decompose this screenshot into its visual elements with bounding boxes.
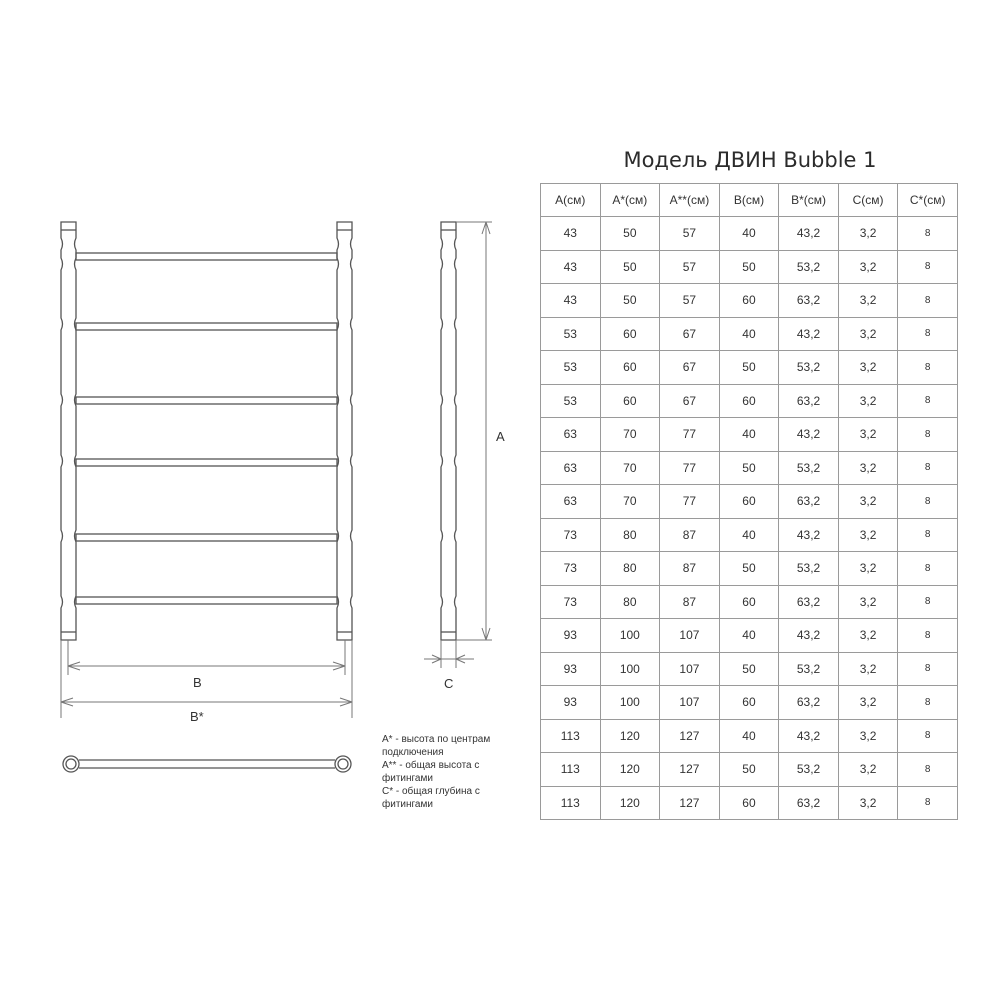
cell-a-star: 70	[600, 418, 660, 452]
cell-c: 3,2	[838, 451, 898, 485]
note-a-star: A* - высота по центрам подключения	[382, 734, 491, 758]
label-c: C	[444, 676, 454, 691]
cell-b: 60	[719, 786, 779, 820]
cell-c: 3,2	[838, 585, 898, 619]
cell-a-star: 50	[600, 284, 660, 318]
cell-c: 3,2	[838, 284, 898, 318]
cell-c-star: 8	[898, 719, 958, 753]
table-header-row	[541, 184, 958, 217]
cell-b-star: 53,2	[779, 753, 839, 787]
cell-c-star: 8	[898, 485, 958, 519]
col-header-b: B(см)	[719, 184, 779, 217]
cell-c: 3,2	[838, 686, 898, 720]
cell-a-star: 100	[600, 619, 660, 653]
cell-a: 53	[541, 384, 601, 418]
cell-c-star: 8	[898, 652, 958, 686]
cell-a-double-star: 67	[660, 351, 720, 385]
cell-b: 40	[719, 619, 779, 653]
cell-b-star: 43,2	[779, 619, 839, 653]
cell-a-star: 100	[600, 652, 660, 686]
cell-a-star: 60	[600, 384, 660, 418]
cell-a-star: 80	[600, 585, 660, 619]
cell-a: 43	[541, 217, 601, 251]
cell-b-star: 63,2	[779, 786, 839, 820]
top-view	[63, 756, 351, 772]
table-row	[541, 384, 958, 418]
cell-c: 3,2	[838, 719, 898, 753]
cell-a: 113	[541, 786, 601, 820]
cell-b-star: 63,2	[779, 485, 839, 519]
cell-a: 93	[541, 652, 601, 686]
cell-a: 63	[541, 451, 601, 485]
cell-b: 40	[719, 217, 779, 251]
cell-c: 3,2	[838, 652, 898, 686]
cell-c-star: 8	[898, 217, 958, 251]
table-row	[541, 552, 958, 586]
note-a-double-star: A** - общая высота с фитингами	[382, 760, 480, 784]
cell-b-star: 53,2	[779, 351, 839, 385]
cell-b-star: 53,2	[779, 552, 839, 586]
cell-c: 3,2	[838, 418, 898, 452]
rungs	[76, 253, 337, 604]
cell-a: 93	[541, 619, 601, 653]
left-post	[61, 222, 76, 640]
cell-a-double-star: 127	[660, 753, 720, 787]
right-post	[337, 222, 352, 640]
cell-b-star: 63,2	[779, 284, 839, 318]
cell-a-star: 50	[600, 217, 660, 251]
cell-a-double-star: 87	[660, 518, 720, 552]
cell-b: 50	[719, 652, 779, 686]
cell-a-double-star: 127	[660, 786, 720, 820]
cell-a-double-star: 57	[660, 284, 720, 318]
cell-a: 73	[541, 518, 601, 552]
label-b: B	[193, 675, 202, 690]
cell-c-star: 8	[898, 552, 958, 586]
table-row	[541, 418, 958, 452]
col-header-c-star: C*(см)	[898, 184, 958, 217]
cell-c: 3,2	[838, 317, 898, 351]
cell-c-star: 8	[898, 585, 958, 619]
dimension-b	[68, 640, 345, 675]
cell-c-star: 8	[898, 317, 958, 351]
table-row	[541, 317, 958, 351]
cell-b: 40	[719, 518, 779, 552]
cell-a-double-star: 107	[660, 652, 720, 686]
cell-c: 3,2	[838, 351, 898, 385]
dimension-c	[424, 640, 474, 668]
cell-a-double-star: 87	[660, 552, 720, 586]
cell-c: 3,2	[838, 786, 898, 820]
col-header-a-double-star: A**(см)	[660, 184, 720, 217]
label-a: A	[496, 429, 505, 444]
table-row	[541, 451, 958, 485]
cell-b: 50	[719, 552, 779, 586]
table-row	[541, 619, 958, 653]
table-row	[541, 250, 958, 284]
cell-a: 93	[541, 686, 601, 720]
table-body	[541, 217, 958, 820]
table-row	[541, 753, 958, 787]
cell-b-star: 53,2	[779, 451, 839, 485]
dimension-a	[456, 222, 492, 640]
table-row	[541, 217, 958, 251]
table-row	[541, 786, 958, 820]
cell-c-star: 8	[898, 753, 958, 787]
cell-b-star: 63,2	[779, 585, 839, 619]
cell-c-star: 8	[898, 384, 958, 418]
cell-c-star: 8	[898, 418, 958, 452]
table-row	[541, 652, 958, 686]
cell-b: 50	[719, 250, 779, 284]
cell-a: 73	[541, 585, 601, 619]
cell-a-star: 60	[600, 351, 660, 385]
cell-c: 3,2	[838, 518, 898, 552]
cell-b-star: 43,2	[779, 317, 839, 351]
table-row	[541, 585, 958, 619]
page-title: Модель ДВИН Bubble 1	[623, 148, 877, 172]
cell-a-double-star: 87	[660, 585, 720, 619]
cell-c: 3,2	[838, 552, 898, 586]
cell-a: 63	[541, 418, 601, 452]
cell-c-star: 8	[898, 786, 958, 820]
cell-b: 40	[719, 418, 779, 452]
col-header-a: A(см)	[541, 184, 601, 217]
cell-b-star: 43,2	[779, 719, 839, 753]
cell-a-double-star: 107	[660, 619, 720, 653]
cell-a-star: 120	[600, 719, 660, 753]
table-row	[541, 518, 958, 552]
cell-b: 40	[719, 719, 779, 753]
cell-b: 60	[719, 585, 779, 619]
spec-table	[540, 183, 958, 820]
cell-a-star: 80	[600, 518, 660, 552]
side-view	[441, 222, 456, 640]
cell-b-star: 53,2	[779, 652, 839, 686]
cell-a: 113	[541, 719, 601, 753]
cell-a: 43	[541, 284, 601, 318]
cell-a-double-star: 77	[660, 451, 720, 485]
cell-c: 3,2	[838, 753, 898, 787]
notes	[382, 733, 532, 811]
cell-a-double-star: 67	[660, 384, 720, 418]
cell-b: 40	[719, 317, 779, 351]
cell-b: 50	[719, 451, 779, 485]
cell-a-double-star: 77	[660, 418, 720, 452]
table-row	[541, 719, 958, 753]
cell-c-star: 8	[898, 686, 958, 720]
col-header-b-star: B*(см)	[779, 184, 839, 217]
cell-a: 73	[541, 552, 601, 586]
note-c-star: C* - общая глубина с фитингами	[382, 786, 480, 810]
cell-c-star: 8	[898, 518, 958, 552]
cell-b-star: 63,2	[779, 686, 839, 720]
front-view	[61, 222, 352, 640]
cell-a-star: 80	[600, 552, 660, 586]
col-header-a-star: A*(см)	[600, 184, 660, 217]
cell-a-double-star: 67	[660, 317, 720, 351]
cell-c: 3,2	[838, 485, 898, 519]
cell-b: 50	[719, 351, 779, 385]
table-row	[541, 485, 958, 519]
cell-c-star: 8	[898, 451, 958, 485]
cell-c: 3,2	[838, 619, 898, 653]
cell-a-double-star: 57	[660, 250, 720, 284]
cell-b-star: 43,2	[779, 418, 839, 452]
dimension-b-star	[61, 640, 352, 718]
cell-a: 53	[541, 351, 601, 385]
cell-b: 60	[719, 284, 779, 318]
cell-a-double-star: 127	[660, 719, 720, 753]
label-b-star: B*	[190, 709, 204, 724]
cell-a: 43	[541, 250, 601, 284]
cell-a-star: 70	[600, 451, 660, 485]
cell-a-double-star: 77	[660, 485, 720, 519]
table-row	[541, 284, 958, 318]
table-row	[541, 351, 958, 385]
cell-b: 60	[719, 485, 779, 519]
cell-b-star: 53,2	[779, 250, 839, 284]
cell-b: 60	[719, 686, 779, 720]
cell-a-star: 50	[600, 250, 660, 284]
cell-c-star: 8	[898, 250, 958, 284]
cell-a-star: 100	[600, 686, 660, 720]
col-header-c: C(см)	[838, 184, 898, 217]
cell-c-star: 8	[898, 351, 958, 385]
cell-c: 3,2	[838, 217, 898, 251]
cell-a: 53	[541, 317, 601, 351]
cell-c: 3,2	[838, 384, 898, 418]
cell-c-star: 8	[898, 619, 958, 653]
cell-b: 50	[719, 753, 779, 787]
cell-a-double-star: 107	[660, 686, 720, 720]
cell-a-double-star: 57	[660, 217, 720, 251]
cell-b-star: 63,2	[779, 384, 839, 418]
cell-a-star: 60	[600, 317, 660, 351]
cell-c: 3,2	[838, 250, 898, 284]
cell-b: 60	[719, 384, 779, 418]
cell-a: 63	[541, 485, 601, 519]
cell-b-star: 43,2	[779, 217, 839, 251]
cell-a-star: 120	[600, 786, 660, 820]
table-row	[541, 686, 958, 720]
cell-a-star: 120	[600, 753, 660, 787]
cell-a-star: 70	[600, 485, 660, 519]
cell-c-star: 8	[898, 284, 958, 318]
cell-a: 113	[541, 753, 601, 787]
cell-b-star: 43,2	[779, 518, 839, 552]
